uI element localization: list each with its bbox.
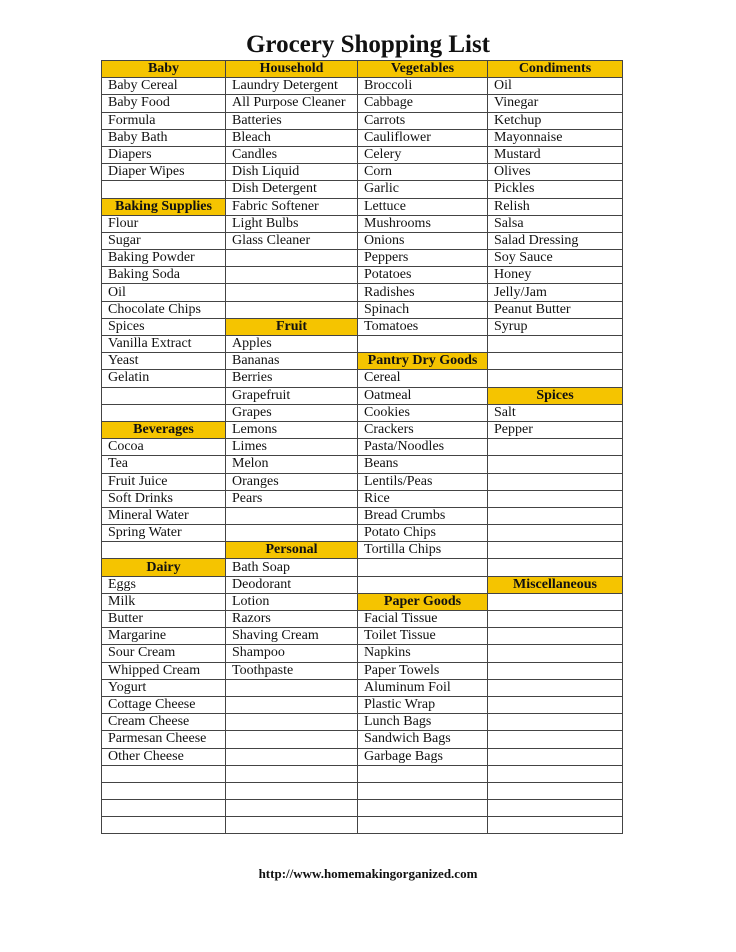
empty-cell [226, 284, 358, 301]
list-item: Fabric Softener [226, 198, 358, 215]
list-item: Vanilla Extract [102, 336, 226, 353]
list-item: Limes [226, 439, 358, 456]
list-item: Baby Food [102, 95, 226, 112]
list-item: Baby Bath [102, 129, 226, 146]
category-header: Household [226, 61, 358, 78]
list-item: Paper Towels [358, 662, 488, 679]
empty-cell [226, 525, 358, 542]
empty-cell [102, 800, 226, 817]
empty-cell [488, 525, 623, 542]
table-row [102, 645, 623, 662]
table-row [102, 404, 623, 421]
list-item: Salt [488, 404, 623, 421]
list-item: Broccoli [358, 78, 488, 95]
table-row [102, 370, 623, 387]
list-item: Vinegar [488, 95, 623, 112]
list-item: Rice [358, 490, 488, 507]
list-item: Formula [102, 112, 226, 129]
empty-cell [488, 696, 623, 713]
list-item: Cocoa [102, 439, 226, 456]
list-item: Toothpaste [226, 662, 358, 679]
list-item: Light Bulbs [226, 215, 358, 232]
empty-cell [358, 576, 488, 593]
list-item: Corn [358, 164, 488, 181]
list-item: Plastic Wrap [358, 696, 488, 713]
table-row [102, 439, 623, 456]
category-header: Personal [226, 542, 358, 559]
table-row [102, 559, 623, 576]
empty-cell [488, 611, 623, 628]
list-item: Baking Soda [102, 267, 226, 284]
empty-cell [102, 542, 226, 559]
empty-cell [102, 404, 226, 421]
list-item: Pasta/Noodles [358, 439, 488, 456]
empty-cell [358, 765, 488, 782]
table-row [102, 456, 623, 473]
list-item: Bath Soap [226, 559, 358, 576]
list-item: Dish Detergent [226, 181, 358, 198]
table-row [102, 95, 623, 112]
empty-cell [488, 336, 623, 353]
list-item: Baking Powder [102, 250, 226, 267]
empty-cell [488, 456, 623, 473]
list-item: Grapes [226, 404, 358, 421]
list-item: Aluminum Foil [358, 679, 488, 696]
list-item: Oil [102, 284, 226, 301]
list-item: Eggs [102, 576, 226, 593]
table-row [102, 714, 623, 731]
empty-cell [488, 507, 623, 524]
list-item: Peppers [358, 250, 488, 267]
list-item: Pepper [488, 421, 623, 438]
list-item: Yogurt [102, 679, 226, 696]
list-item: Ketchup [488, 112, 623, 129]
list-item: Whipped Cream [102, 662, 226, 679]
list-item: Lentils/Peas [358, 473, 488, 490]
category-header: Vegetables [358, 61, 488, 78]
empty-cell [226, 507, 358, 524]
empty-cell [488, 714, 623, 731]
empty-cell [226, 817, 358, 834]
list-item: Shaving Cream [226, 628, 358, 645]
list-item: Lotion [226, 593, 358, 610]
empty-cell [102, 782, 226, 799]
list-item: Sugar [102, 232, 226, 249]
table-row [102, 112, 623, 129]
table-row [102, 782, 623, 799]
footer-url: http://www.homemakingorganized.com [258, 866, 478, 881]
table-row [102, 267, 623, 284]
list-item: Carrots [358, 112, 488, 129]
list-item: Chocolate Chips [102, 301, 226, 318]
list-item: Tea [102, 456, 226, 473]
table-row [102, 146, 623, 163]
list-item: Shampoo [226, 645, 358, 662]
list-item: Relish [488, 198, 623, 215]
empty-cell [226, 714, 358, 731]
list-item: Toilet Tissue [358, 628, 488, 645]
table-row [102, 215, 623, 232]
list-item: All Purpose Cleaner [226, 95, 358, 112]
list-item: Jelly/Jam [488, 284, 623, 301]
list-item: Grapefruit [226, 387, 358, 404]
list-item: Pears [226, 490, 358, 507]
table-row [102, 421, 623, 438]
table-row [102, 817, 623, 834]
list-item: Tomatoes [358, 318, 488, 335]
list-item: Bread Crumbs [358, 507, 488, 524]
empty-cell [488, 782, 623, 799]
empty-cell [488, 731, 623, 748]
empty-cell [488, 593, 623, 610]
list-item: Batteries [226, 112, 358, 129]
empty-cell [488, 473, 623, 490]
empty-cell [102, 387, 226, 404]
list-item: Berries [226, 370, 358, 387]
table-row [102, 800, 623, 817]
list-item: Soft Drinks [102, 490, 226, 507]
list-item: Spices [102, 318, 226, 335]
category-header: Pantry Dry Goods [358, 353, 488, 370]
list-item: Salad Dressing [488, 232, 623, 249]
table-row [102, 679, 623, 696]
list-item: Peanut Butter [488, 301, 623, 318]
empty-cell [488, 490, 623, 507]
list-item: Beans [358, 456, 488, 473]
list-item: Cauliflower [358, 129, 488, 146]
list-item: Olives [488, 164, 623, 181]
category-header: Baking Supplies [102, 198, 226, 215]
list-item: Bananas [226, 353, 358, 370]
list-item: Onions [358, 232, 488, 249]
list-item: Milk [102, 593, 226, 610]
list-item: Potato Chips [358, 525, 488, 542]
table-row [102, 318, 623, 335]
empty-cell [226, 731, 358, 748]
list-item: Diapers [102, 146, 226, 163]
empty-cell [226, 782, 358, 799]
table-row [102, 181, 623, 198]
list-item: Baby Cereal [102, 78, 226, 95]
list-item: Dish Liquid [226, 164, 358, 181]
table-row [102, 164, 623, 181]
list-item: Mineral Water [102, 507, 226, 524]
table-row [102, 507, 623, 524]
list-item: Spinach [358, 301, 488, 318]
category-header: Baby [102, 61, 226, 78]
category-header: Beverages [102, 421, 226, 438]
category-header: Fruit [226, 318, 358, 335]
table-row [102, 198, 623, 215]
empty-cell [488, 353, 623, 370]
empty-cell [358, 559, 488, 576]
list-item: Celery [358, 146, 488, 163]
list-item: Cookies [358, 404, 488, 421]
empty-cell [358, 817, 488, 834]
table-row [102, 301, 623, 318]
table-row [102, 78, 623, 95]
list-item: Candles [226, 146, 358, 163]
list-item: Salsa [488, 215, 623, 232]
list-item: Lettuce [358, 198, 488, 215]
empty-cell [488, 800, 623, 817]
table-row [102, 232, 623, 249]
list-item: Garlic [358, 181, 488, 198]
table-row [102, 284, 623, 301]
list-item: Butter [102, 611, 226, 628]
table-row [102, 353, 623, 370]
empty-cell [226, 250, 358, 267]
table-row [102, 628, 623, 645]
list-item: Mustard [488, 146, 623, 163]
list-item: Garbage Bags [358, 748, 488, 765]
list-item: Syrup [488, 318, 623, 335]
table-row [102, 696, 623, 713]
list-item: Napkins [358, 645, 488, 662]
table-row [102, 61, 623, 78]
empty-cell [358, 782, 488, 799]
list-item: Radishes [358, 284, 488, 301]
category-header: Paper Goods [358, 593, 488, 610]
table-row [102, 765, 623, 782]
list-item: Mayonnaise [488, 129, 623, 146]
list-item: Potatoes [358, 267, 488, 284]
table-row [102, 525, 623, 542]
table-row [102, 542, 623, 559]
list-item: Lemons [226, 421, 358, 438]
list-item: Melon [226, 456, 358, 473]
list-item: Pickles [488, 181, 623, 198]
list-item: Oil [488, 78, 623, 95]
empty-cell [488, 817, 623, 834]
empty-cell [226, 267, 358, 284]
list-item: Margarine [102, 628, 226, 645]
table-row [102, 662, 623, 679]
table-row [102, 129, 623, 146]
empty-cell [358, 800, 488, 817]
empty-cell [488, 765, 623, 782]
table-row [102, 731, 623, 748]
list-item: Honey [488, 267, 623, 284]
empty-cell [488, 628, 623, 645]
empty-cell [226, 301, 358, 318]
list-item: Diaper Wipes [102, 164, 226, 181]
shopping-list-table [101, 60, 623, 834]
list-item: Bleach [226, 129, 358, 146]
list-item: Sandwich Bags [358, 731, 488, 748]
list-item: Soy Sauce [488, 250, 623, 267]
empty-cell [488, 439, 623, 456]
list-item: Facial Tissue [358, 611, 488, 628]
empty-cell [488, 542, 623, 559]
list-item: Sour Cream [102, 645, 226, 662]
list-item: Parmesan Cheese [102, 731, 226, 748]
table-row [102, 576, 623, 593]
table-row [102, 490, 623, 507]
table-row [102, 593, 623, 610]
empty-cell [226, 765, 358, 782]
category-header: Condiments [488, 61, 623, 78]
list-item: Laundry Detergent [226, 78, 358, 95]
category-header: Spices [488, 387, 623, 404]
list-item: Cabbage [358, 95, 488, 112]
table-row [102, 336, 623, 353]
empty-cell [488, 679, 623, 696]
empty-cell [102, 181, 226, 198]
page-title: Grocery Shopping List [245, 31, 491, 58]
table-row [102, 748, 623, 765]
empty-cell [226, 748, 358, 765]
list-item: Cream Cheese [102, 714, 226, 731]
empty-cell [488, 370, 623, 387]
table-row [102, 473, 623, 490]
list-item: Tortilla Chips [358, 542, 488, 559]
list-item: Other Cheese [102, 748, 226, 765]
list-item: Cereal [358, 370, 488, 387]
list-item: Oranges [226, 473, 358, 490]
table-row [102, 250, 623, 267]
table-row [102, 387, 623, 404]
empty-cell [488, 645, 623, 662]
empty-cell [358, 336, 488, 353]
list-item: Yeast [102, 353, 226, 370]
list-item: Oatmeal [358, 387, 488, 404]
list-item: Gelatin [102, 370, 226, 387]
list-item: Razors [226, 611, 358, 628]
empty-cell [226, 800, 358, 817]
list-item: Deodorant [226, 576, 358, 593]
list-item: Apples [226, 336, 358, 353]
category-header: Miscellaneous [488, 576, 623, 593]
category-header: Dairy [102, 559, 226, 576]
list-item: Spring Water [102, 525, 226, 542]
list-item: Fruit Juice [102, 473, 226, 490]
list-item: Lunch Bags [358, 714, 488, 731]
empty-cell [102, 817, 226, 834]
list-item: Cottage Cheese [102, 696, 226, 713]
empty-cell [102, 765, 226, 782]
table-row [102, 611, 623, 628]
empty-cell [226, 679, 358, 696]
list-item: Flour [102, 215, 226, 232]
empty-cell [488, 662, 623, 679]
empty-cell [226, 696, 358, 713]
empty-cell [488, 559, 623, 576]
list-item: Mushrooms [358, 215, 488, 232]
empty-cell [488, 748, 623, 765]
list-item: Glass Cleaner [226, 232, 358, 249]
list-item: Crackers [358, 421, 488, 438]
